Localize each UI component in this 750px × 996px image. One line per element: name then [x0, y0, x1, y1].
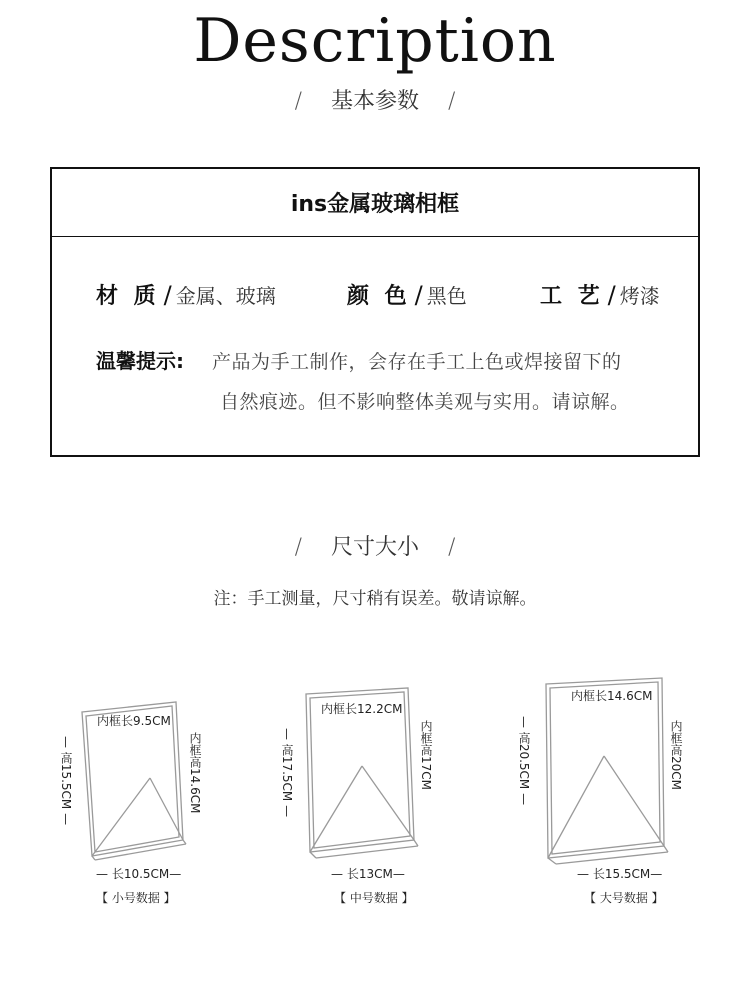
large-caption: 【 大号数据 】 [584, 891, 664, 905]
page-title: Description [193, 6, 557, 76]
small-height: — 高15.5CM — [59, 736, 73, 826]
small-length: — 长10.5CM— [96, 867, 182, 881]
large-frame-drawing [546, 678, 668, 864]
large-inner-width: 内框长14.6CM [571, 689, 653, 703]
spec-material: 材 质 / 金属、玻璃 [96, 281, 276, 309]
medium-caption: 【 中号数据 】 [334, 891, 414, 905]
small-caption: 【 小号数据 】 [96, 891, 176, 905]
section-subtitle-size: / 尺寸大小 / [294, 535, 456, 560]
medium-length: — 长13CM— [331, 867, 405, 881]
large-inner-height: 内框高20CM [669, 720, 683, 791]
product-name: ins金属玻璃相框 [52, 169, 698, 237]
spec-color: 颜 色 / 黑色 [347, 281, 467, 309]
small-inner-height: 内框高14.6CM [188, 732, 202, 814]
large-length: — 长15.5CM— [577, 867, 663, 881]
small-inner-width: 内框长9.5CM [97, 714, 171, 728]
section-subtitle-basic: / 基本参数 / [294, 89, 456, 114]
size-heading: 尺寸大小 [330, 535, 419, 560]
medium-inner-height: 内框高17CM [419, 720, 433, 791]
size-note: 注：手工测量，尺寸稍有误差。敬请谅解。 [213, 589, 537, 609]
tip-line-2: 自然痕迹。但不影响整体美观与实用。请谅解。 [220, 391, 630, 413]
tip-label: 温馨提示: [96, 349, 184, 373]
large-height: — 高20.5CM — [517, 716, 531, 806]
tip-line-1: 产品为手工制作，会存在手工上色或焊接留下的 [212, 351, 622, 373]
medium-inner-width: 内框长12.2CM [321, 702, 403, 716]
subtitle-text: 基本参数 [330, 89, 419, 114]
medium-height: — 高17.5CM — [280, 728, 294, 818]
spec-craft: 工 艺 / 烤漆 [540, 281, 660, 309]
spec-box [50, 167, 700, 457]
